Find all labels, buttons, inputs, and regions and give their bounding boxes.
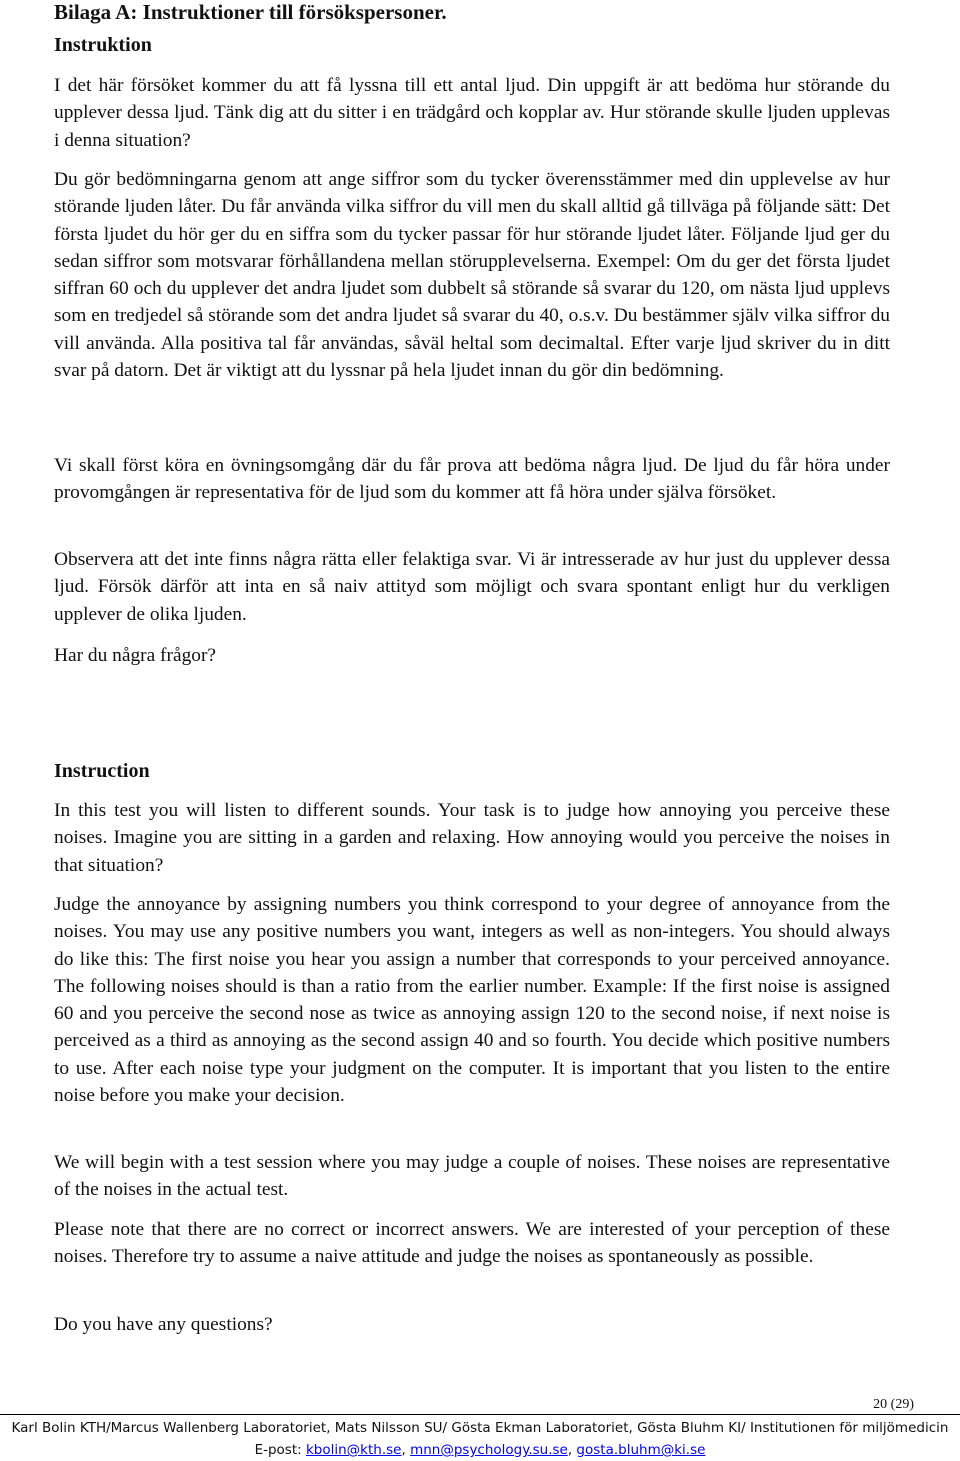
email-label: E-post: <box>254 1442 306 1458</box>
swedish-paragraph-1: I det här försöket kommer du att få lyssna till ett antal ljud. Din uppgift är att bedöma hur störande du upplever dessa ljud. Tänk dig att du sitter i en trädgård och kopplar av. Hur störande skulle ljuden upplevas i denna situation? <box>54 75 890 151</box>
english-paragraph-4: Please note that there are no correct or incorrect answers. We are interested of your perception of these noises. Therefore try to assume a naive attitude and judge the noises as spontaneously as possible. <box>54 1219 890 1268</box>
footer-divider <box>0 1414 960 1415</box>
email-separator: , <box>401 1442 411 1458</box>
english-heading: Instruction <box>54 760 150 782</box>
footer-affiliations: Karl Bolin KTH/Marcus Wallenberg Laboratoriet, Mats Nilsson SU/ Gösta Ekman Laboratoriet, Gösta Bluhm KI/ Institutionen för miljömedicin <box>11 1420 949 1436</box>
email-link-gosta-bluhm[interactable]: gosta.bluhm@ki.se <box>576 1442 706 1458</box>
english-paragraph-5: Do you have any questions? <box>54 1314 273 1335</box>
swedish-paragraph-4: Observera att det inte finns några rätta eller felaktiga svar. Vi är intresserade av hur just du upplever dessa ljud. Försök därför att inta en så naiv attityd som möjligt och svara spontant enligt hur du verkligen upplever de olika ljuden. <box>54 549 890 625</box>
english-paragraph-1: In this test you will listen to different sounds. Your task is to judge how annoying you perceive these noises. Imagine you are sitting in a garden and relaxing. How annoying would you perceive the noises in that situation? <box>54 800 890 876</box>
english-paragraph-2: Judge the annoyance by assigning numbers you think correspond to your degree of annoyance from the noises. You may use any positive numbers you want, integers as well as non-integers. You should always do like this: The first noise you hear you assign a number that corresponds to your perceived annoyance. The following noises should is than a ratio from the earlier number. Example: If the first noise is assigned 60 and you perceive the second nose as twice as annoying assign 120 to the second noise, if next noise is perceived as a third as annoying as the second assign 40 and so fourth. You decide which positive numbers to use. After each noise type your judgment on the computer. It is important that you listen to the entire noise before you make your decision. <box>54 894 890 1107</box>
appendix-title: Bilaga A: Instruktioner till försökspersoner. <box>54 0 447 24</box>
email-link-kbolin[interactable]: kbolin@kth.se <box>305 1442 402 1458</box>
email-separator: , <box>567 1442 577 1458</box>
swedish-heading: Instruktion <box>54 34 152 56</box>
swedish-paragraph-5: Har du några frågor? <box>54 645 217 666</box>
english-paragraph-3: We will begin with a test session where you may judge a couple of noises. These noises are representative of the noises in the actual test. <box>54 1152 890 1201</box>
swedish-paragraph-3: Vi skall först köra en övningsomgång där du får prova att bedöma några ljud. De ljud du får höra under provomgången är representativa för de ljud som du kommer att få höra under själva försöket. <box>54 455 890 504</box>
swedish-paragraph-2: Du gör bedömningarna genom att ange siffror som du tycker överensstämmer med din upplevelse av hur störande ljuden låter. Du får använda vilka siffror du vill men du skall alltid gå tillväga på följande sätt: Det första ljudet du hör ger du en siffra som du tycker passar för hur störande ljudet låter. Följande ljud ger du sedan siffror som motsvarar förhållandena mellan störupplevelserna. Exempel: Om du ger det första ljudet siffran 60 och du upplever det andra ljudet som dubbelt så störande så svarar du 120, om nästa ljud upplevs som en tredjedel så störande som det andra ljudet så svarar du 40, o.s.v. Du bestämmer själv vilka siffror du vill använda. Alla positiva tal får användas, såväl heltal som decimaltal. Efter varje ljud skriver du in ditt svar på datorn. Det är viktigt att du lyssnar på hela ljudet innan du gör din bedömning. <box>54 169 890 382</box>
page-number: 20 (29) <box>873 1397 914 1412</box>
email-link-mnn[interactable]: mnn@psychology.su.se <box>410 1442 568 1458</box>
footer-emails <box>0 1442 960 1458</box>
